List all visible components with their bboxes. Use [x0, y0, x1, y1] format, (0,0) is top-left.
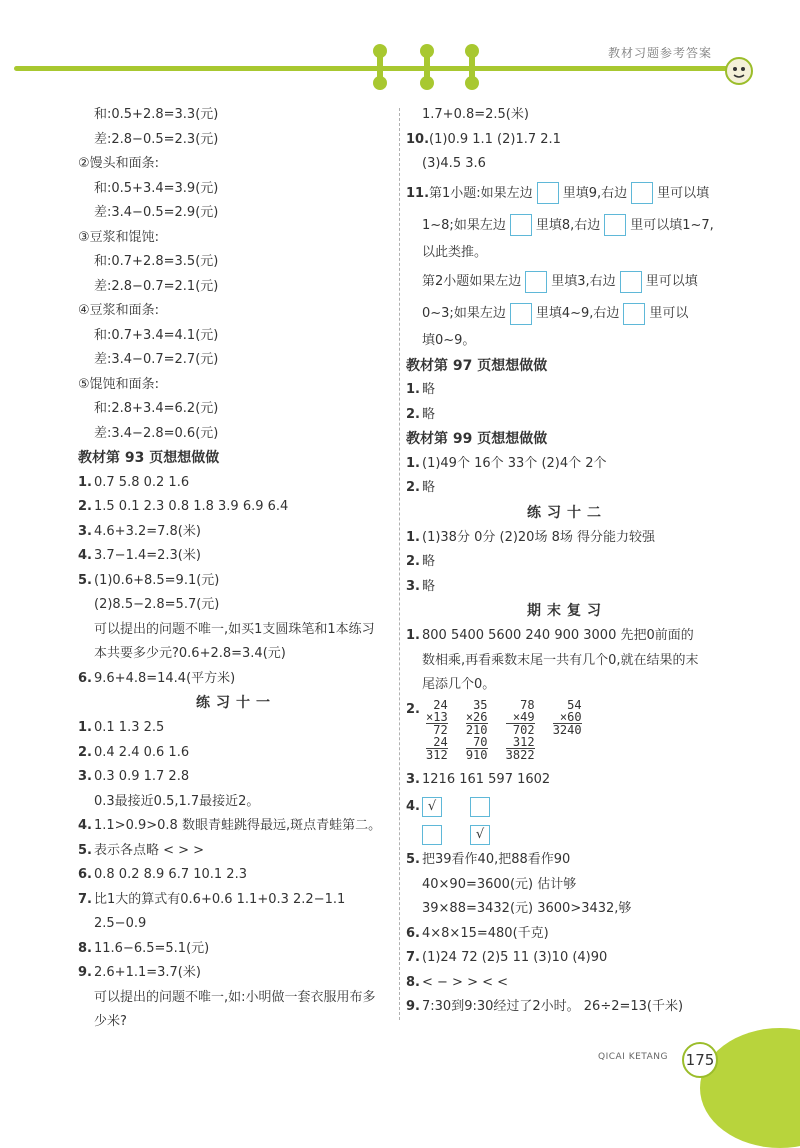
answer-item	[406, 769, 728, 794]
answer-item	[406, 699, 728, 769]
mult-partial: 312	[506, 736, 535, 749]
item-number: 2.	[406, 701, 420, 717]
answer-item	[406, 527, 728, 552]
answer-text: 略	[422, 578, 436, 594]
text-line: 和:2.8+3.4=6.2(元)	[94, 401, 219, 416]
answer-item	[78, 742, 394, 767]
item-number: 7.	[78, 891, 92, 907]
answer-text: 0.3 0.9 1.7 2.8	[94, 769, 190, 784]
answer-item	[78, 496, 394, 521]
left-column	[78, 104, 394, 1036]
item-number: 5.	[406, 852, 420, 867]
header-knob-1b	[373, 76, 387, 90]
answer-item	[406, 404, 728, 429]
mult-factor: 54	[567, 697, 582, 712]
item-number: 1.	[406, 455, 420, 471]
answer-item	[78, 472, 394, 497]
text-line: (3)4.5 3.6	[422, 156, 486, 171]
column-divider	[399, 108, 400, 1020]
answer-text: < − > > < <	[422, 974, 509, 990]
answer-item	[78, 766, 394, 791]
answer-item	[406, 129, 728, 154]
answer-text: 略	[422, 554, 436, 569]
mult-partial: 70	[466, 736, 488, 749]
blank-box	[604, 214, 626, 236]
mult-result: 3822	[505, 747, 535, 762]
answer-text: 0.1 1.3 2.5	[94, 720, 165, 735]
item-number: 1.	[406, 628, 420, 643]
item-number: 1.	[406, 382, 420, 397]
text-line: 差:3.4−0.7=2.7(元)	[94, 352, 219, 367]
answer-text: 0.8 0.2 8.9 6.7 10.1 2.3	[94, 867, 247, 882]
multiplication-1	[426, 699, 448, 761]
text-line: 1.7+0.8=2.5(米)	[422, 107, 529, 122]
item-number: 3.	[78, 769, 92, 784]
text-line: 差:2.8−0.7=2.1(元)	[94, 278, 219, 294]
answer-item	[78, 938, 394, 963]
answer-text: 0.4 2.4 0.6 1.6	[94, 744, 190, 760]
section-heading: 教材第 97 页想想做做	[406, 357, 548, 374]
answer-text: 1~8;如果左边	[422, 217, 506, 233]
text-line: 差:3.4−2.8=0.6(元)	[94, 425, 219, 441]
item-number: 4.	[78, 548, 92, 563]
answer-item	[78, 864, 394, 889]
answer-text: 里填3,右边	[551, 274, 616, 289]
answer-text: 3.7−1.4=2.3(米)	[94, 548, 201, 563]
multiplication-group	[426, 699, 596, 761]
blank-box	[525, 271, 547, 293]
answer-text: 0~3;如果左边	[422, 306, 506, 321]
answer-text: (1)24 72 (2)5 11 (3)10 (4)90	[422, 950, 608, 965]
answer-item	[406, 453, 728, 478]
header-title: 教材习题参考答案	[608, 46, 713, 60]
item-number: 3.	[78, 523, 92, 539]
text-line: 2.5−0.9	[94, 916, 147, 931]
answer-text: 4×8×15=480(千克)	[422, 925, 549, 941]
item-number: 1.	[406, 529, 420, 545]
section-title: 练习十一	[196, 695, 276, 711]
answer-text: 略	[422, 406, 436, 422]
header-bar	[14, 66, 730, 71]
answer-item	[406, 379, 728, 404]
answer-text: 0.7 5.8 0.2 1.6	[94, 474, 190, 490]
answer-item	[78, 840, 394, 865]
answer-text: 表示各点略 < > >	[94, 842, 205, 858]
text-line: ③豆浆和馄饨:	[78, 229, 160, 245]
item-number: 5.	[78, 842, 92, 858]
text-line	[406, 821, 728, 849]
mult-factor: 78	[520, 697, 535, 712]
item-number: 8.	[406, 974, 420, 990]
answer-text: 里可以填	[645, 274, 698, 289]
multiplication-3	[506, 699, 535, 761]
answer-text: 1216 161 597 1602	[422, 771, 551, 787]
check-box: √	[470, 825, 490, 845]
header-knob-3a	[465, 44, 479, 58]
mult-partial: 24	[426, 736, 448, 749]
mult-partial: 72	[433, 722, 448, 737]
footer-brand: QICAI KETANG	[598, 1052, 668, 1062]
text-line: 本共要多少元?0.6+2.8=3.4(元)	[94, 646, 286, 661]
item-number: 4.	[78, 818, 92, 833]
text-line	[406, 298, 728, 330]
blank-box	[510, 214, 532, 236]
item-number: 1.	[78, 474, 92, 490]
answer-text: 800 5400 5600 240 900 3000 先把0前面的	[422, 628, 694, 643]
answer-text: 里可以填	[657, 185, 710, 201]
answer-item	[406, 996, 728, 1021]
section-heading: 教材第 99 页想想做做	[406, 431, 548, 447]
text-line	[406, 210, 728, 242]
answer-item	[406, 947, 728, 972]
item-number: 1.	[78, 720, 92, 735]
answer-text: (1)49个 16个 33个 (2)4个 2个	[422, 455, 607, 471]
section-title: 期末复习	[527, 603, 607, 619]
blank-box	[631, 182, 653, 204]
mascot-icon	[724, 56, 754, 86]
mult-partial: 702	[512, 722, 535, 737]
text-line: ④豆浆和面条:	[78, 303, 160, 318]
text-line: 和:0.5+3.4=3.9(元)	[94, 180, 219, 196]
mult-factor: ×60	[553, 711, 582, 724]
answer-item	[78, 668, 394, 693]
answer-text: 11.6−6.5=5.1(元)	[94, 940, 210, 956]
answer-text: 2.6+1.1=3.7(米)	[94, 965, 201, 980]
answer-item	[406, 923, 728, 948]
answer-text: 9.6+4.8=14.4(平方米)	[94, 670, 236, 686]
answer-text: 里填8,右边	[535, 217, 601, 233]
text-line: 和:0.5+2.8=3.3(元)	[94, 107, 219, 122]
item-number: 7.	[406, 950, 420, 965]
text-line: 以此类推。	[422, 244, 488, 260]
text-line: 0.3最接近0.5,1.7最接近2。	[94, 793, 260, 809]
answer-item	[78, 545, 394, 570]
multiplication-2	[466, 699, 488, 761]
blank-box	[623, 303, 645, 325]
answer-item	[406, 178, 728, 210]
item-number: 2.	[78, 744, 92, 760]
answer-text: 1.5 0.1 2.3 0.8 1.8 3.9 6.9 6.4	[94, 499, 289, 514]
blank-box	[510, 303, 532, 325]
check-box	[470, 797, 490, 817]
answer-item	[78, 889, 394, 914]
answer-item	[406, 972, 728, 997]
answer-text: 7:30到9:30经过了2小时。 26÷2=13(千米)	[422, 999, 684, 1014]
answer-item	[406, 477, 728, 502]
answer-text: 1.1>0.9>0.8 数眼青蛙跳得最远,斑点青蛙第二。	[94, 818, 382, 833]
item-number: 2.	[406, 406, 420, 422]
header-knob-3b	[465, 76, 479, 90]
answer-text: 以	[675, 306, 689, 321]
text-line: 少米?	[94, 1014, 127, 1029]
text-line: ②馒头和面条:	[78, 156, 160, 171]
text-line: 数相乘,再看乘数末尾一共有几个0,就在结果的末	[422, 652, 699, 668]
blank-box	[537, 182, 559, 204]
text-line: 和:0.7+2.8=3.5(元)	[94, 254, 219, 269]
footer-decoration	[700, 1028, 800, 1148]
blank-box	[620, 271, 642, 293]
text-line: 填0~9。	[422, 333, 476, 348]
answer-text: (1)38分 0分 (2)20场 8场 得分能力较强	[422, 529, 655, 545]
text-line	[406, 266, 728, 298]
mult-factor: ×49	[506, 711, 535, 724]
answer-text: 比1大的算式有0.6+0.6 1.1+0.3 2.2−1.1	[94, 891, 346, 907]
item-number: 8.	[78, 940, 92, 956]
item-number: 11.	[406, 185, 430, 201]
item-number: 4.	[406, 799, 420, 814]
item-number: 10.	[406, 131, 430, 147]
text-line: 40×90=3600(元) 估计够	[422, 876, 577, 892]
answer-text: (1)0.9 1.1 (2)1.7 2.1	[429, 131, 561, 147]
answer-text: (1)0.6+8.5=9.1(元)	[94, 572, 220, 588]
answer-text: 4.6+3.2=7.8(米)	[94, 523, 201, 539]
answer-item	[406, 625, 728, 650]
text-line: 可以提出的问题不唯一,如买1支圆珠笔和1本练习	[94, 621, 375, 637]
mult-result: 3240	[552, 722, 582, 737]
mult-factor: ×26	[465, 709, 488, 724]
text-line: (2)8.5−2.8=5.7(元)	[94, 597, 220, 612]
item-number: 9.	[406, 999, 420, 1014]
answer-text: 里填4~9,右边	[535, 306, 620, 321]
mult-partial: 210	[465, 722, 488, 737]
text-line: ⑤馄饨和面条:	[78, 376, 160, 392]
answer-text: 里可以填1~7,	[630, 217, 714, 233]
text-line: 和:0.7+3.4=4.1(元)	[94, 327, 219, 343]
item-number: 6.	[406, 925, 420, 941]
item-number: 3.	[406, 578, 420, 594]
answer-text: 略	[422, 382, 436, 397]
item-number: 2.	[406, 480, 420, 495]
mult-factor: 35	[473, 697, 488, 712]
page-number: 175	[682, 1042, 718, 1078]
mult-factor: 24	[433, 697, 448, 712]
answer-item	[78, 962, 394, 987]
header-knob-1a	[373, 44, 387, 58]
answer-text: 把39看作40,把88看作90	[422, 852, 571, 867]
check-box: √	[422, 797, 442, 817]
mult-result: 910	[465, 747, 488, 762]
item-number: 5.	[78, 572, 92, 588]
answer-item	[78, 815, 394, 840]
answer-text: 第2小题如果左边	[422, 274, 522, 289]
item-number: 2.	[406, 554, 420, 569]
answer-item	[406, 576, 728, 601]
text-line: 39×88=3432(元) 3600>3432,够	[422, 901, 632, 916]
header-knob-2b	[420, 76, 434, 90]
answer-text: 里填9,右边	[562, 185, 628, 201]
multiplication-4	[553, 699, 582, 736]
text-line: 尾添几个0。	[422, 677, 496, 692]
section-title: 练习十二	[527, 504, 607, 521]
mult-factor: ×13	[426, 709, 448, 724]
header-knob-2a	[420, 44, 434, 58]
item-number: 3.	[406, 771, 420, 787]
answer-item	[78, 717, 394, 742]
item-number: 6.	[78, 867, 92, 882]
answer-item	[406, 793, 728, 821]
text-line: 差:3.4−0.5=2.9(元)	[94, 205, 219, 220]
check-box	[422, 825, 442, 845]
right-column	[406, 104, 728, 1021]
item-number: 2.	[78, 499, 92, 514]
item-number: 6.	[78, 670, 92, 686]
text-line: 差:2.8−0.5=2.3(元)	[94, 131, 219, 147]
answer-item	[406, 551, 728, 576]
section-heading: 教材第 93 页想想做做	[78, 450, 220, 466]
answer-item	[78, 570, 394, 595]
item-number: 9.	[78, 965, 92, 980]
answer-item	[406, 849, 728, 874]
answer-text: 略	[422, 480, 436, 495]
answer-text: 里可	[649, 306, 676, 321]
answer-text: 第1小题:如果左边	[429, 185, 533, 201]
mult-result: 312	[426, 747, 448, 762]
text-line: 可以提出的问题不唯一,如:小明做一套衣服用布多	[94, 989, 376, 1005]
answer-item	[78, 521, 394, 546]
